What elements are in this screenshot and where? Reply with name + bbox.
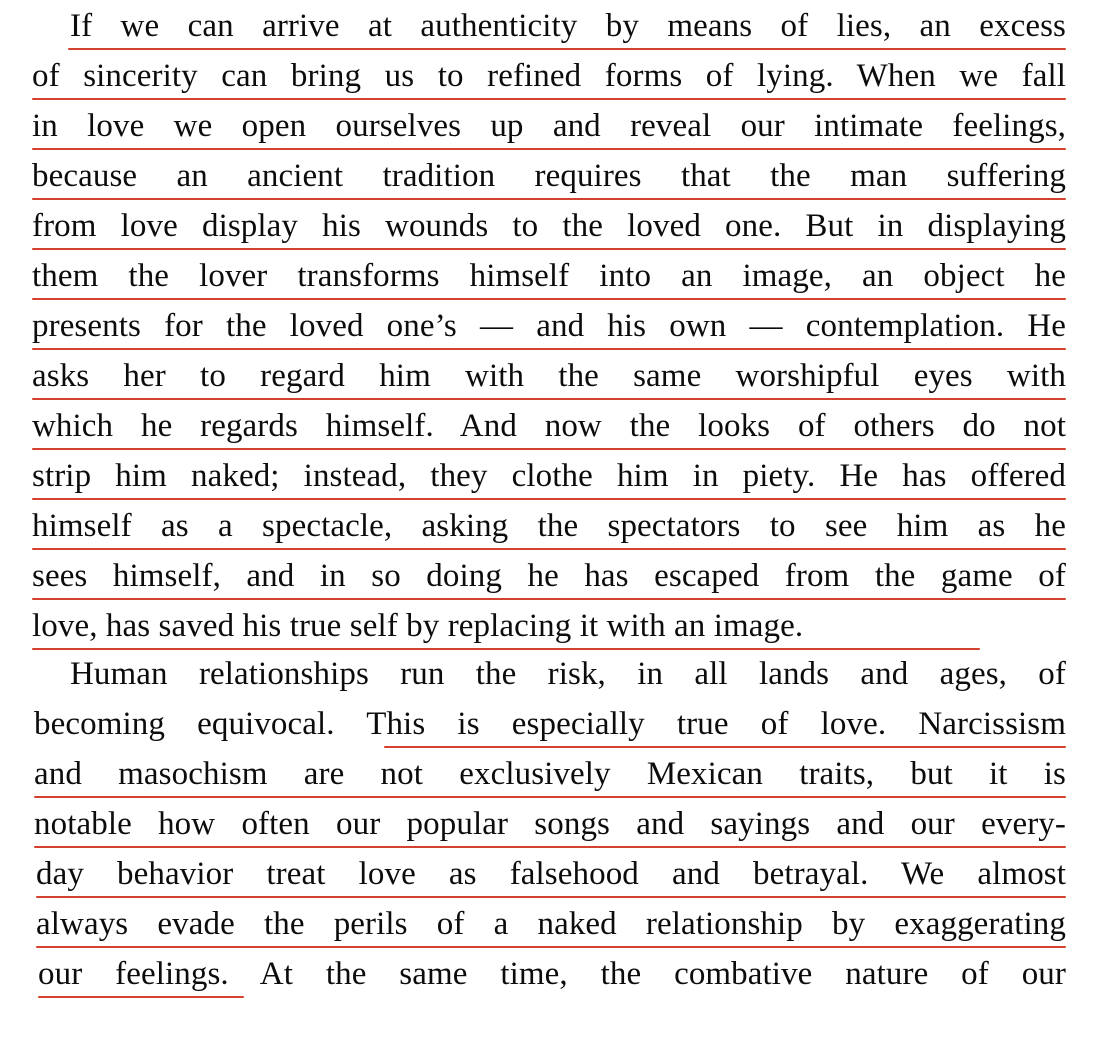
text-line: [0, 104, 1100, 154]
text-line: [0, 652, 1100, 702]
highlight-underline: [38, 996, 244, 998]
highlight-underline: [32, 598, 1066, 600]
highlight-underline: [36, 946, 1066, 948]
text-line: [0, 752, 1100, 802]
text-line: [0, 504, 1100, 554]
line-text: notable how often our popular songs and sayings and our every-: [34, 806, 1066, 842]
text-line: [0, 404, 1100, 454]
text-line: [0, 702, 1100, 752]
text-line: [0, 4, 1100, 54]
highlight-underline: [32, 498, 1066, 500]
text-line: [0, 254, 1100, 304]
text-line: [0, 54, 1100, 104]
text-line: [0, 454, 1100, 504]
highlight-underline: [32, 148, 1066, 150]
text-line: [0, 554, 1100, 604]
line-text: and masochism are not exclusively Mexican traits, but it is: [34, 756, 1066, 792]
text-line: [0, 852, 1100, 902]
line-text: which he regards himself. And now the looks of others do not: [32, 408, 1066, 444]
highlight-underline: [32, 98, 1066, 100]
text-line: [0, 354, 1100, 404]
highlight-underline: [32, 198, 1066, 200]
line-text: of sincerity can bring us to refined forms of lying. When we fall: [32, 58, 1066, 94]
highlight-underline: [384, 746, 1066, 748]
line-text: If we can arrive at authenticity by means of lies, an excess: [70, 8, 1066, 44]
line-text: asks her to regard him with the same worshipful eyes with: [32, 358, 1066, 394]
highlight-underline: [32, 548, 1066, 550]
line-text: himself as a spectacle, asking the spectators to see him as he: [32, 508, 1066, 544]
text-line: [0, 802, 1100, 852]
highlight-underline: [32, 348, 1066, 350]
highlight-underline: [32, 398, 1066, 400]
highlight-underline: [34, 796, 1066, 798]
line-text: them the lover transforms himself into an image, an object he: [32, 258, 1066, 294]
line-text: our feelings. At the same time, the combative nature of our: [38, 956, 1066, 992]
highlight-underline: [34, 846, 1066, 848]
text-line: [0, 304, 1100, 354]
line-text: day behavior treat love as falsehood and betrayal. We almost: [36, 856, 1066, 892]
line-text: becoming equivocal. This is especially true of love. Narcissism: [34, 706, 1066, 742]
highlight-underline: [36, 896, 1066, 898]
highlight-underline: [32, 298, 1066, 300]
line-text: presents for the loved one’s — and his own — contemplation. He: [32, 308, 1066, 344]
line-text: because an ancient tradition requires that the man suffering: [32, 158, 1066, 194]
text-line: [0, 952, 1100, 1002]
highlight-underline: [32, 448, 1066, 450]
line-text: love, has saved his true self by replacing it with an image.: [32, 608, 804, 644]
text-line: [0, 154, 1100, 204]
line-text: from love display his wounds to the loved one. But in displaying: [32, 208, 1066, 244]
highlight-underline: [32, 648, 980, 650]
text-line: [0, 902, 1100, 952]
line-text: in love we open ourselves up and reveal our intimate feelings,: [32, 108, 1066, 144]
line-text: strip him naked; instead, they clothe him in piety. He has offered: [32, 458, 1066, 494]
line-text: Human relationships run the risk, in all lands and ages, of: [70, 656, 1066, 692]
highlight-underline: [68, 48, 1066, 50]
text-line: [0, 604, 1100, 654]
line-text: always evade the perils of a naked relationship by exaggerating: [36, 906, 1066, 942]
highlight-underline: [32, 248, 1066, 250]
line-text: sees himself, and in so doing he has escaped from the game of: [32, 558, 1066, 594]
text-line: [0, 204, 1100, 254]
